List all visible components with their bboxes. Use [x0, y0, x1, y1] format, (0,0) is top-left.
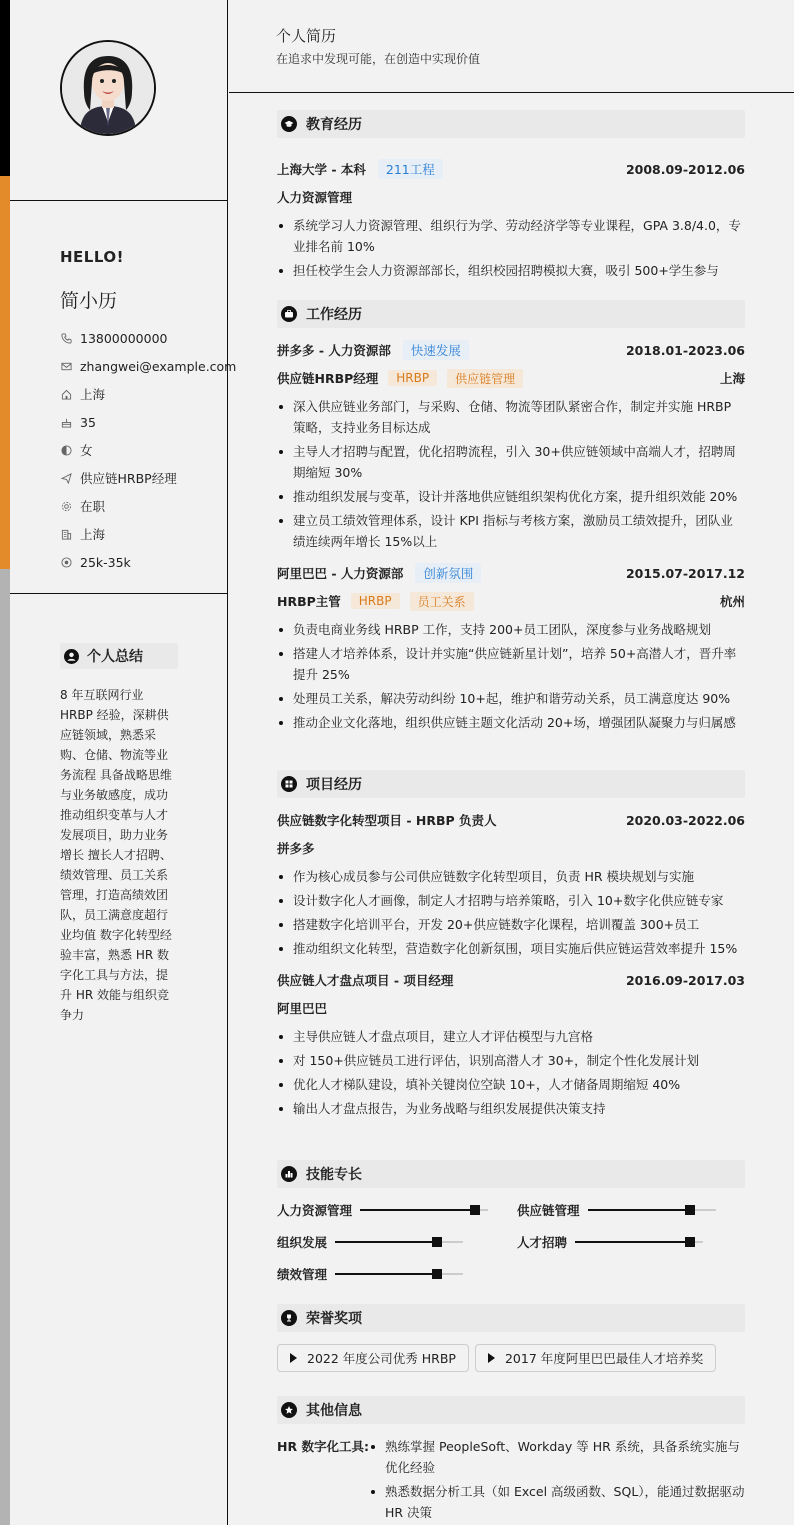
list-item: 搭建数字化培训平台，开发 20+供应链数字化课程，培训覆盖 300+员工: [277, 914, 745, 935]
education-section: [277, 110, 745, 300]
skill-fill: [360, 1209, 475, 1211]
skill-item: [277, 1264, 517, 1284]
strip-gray: [0, 569, 10, 1525]
other-label: HR 数字化工具:: [277, 1439, 369, 1454]
awards-list: [277, 1344, 745, 1372]
list-item: 建立员工绩效管理体系，设计 KPI 指标与考核方案，激励员工绩效提升，团队业绩连续两年增长 15%以上: [277, 510, 745, 552]
skill-label: 人才招聘: [517, 1235, 568, 1250]
education-date: 2008.09-2012.06: [625, 161, 745, 177]
avatar: [60, 40, 156, 136]
job-role-row: [277, 368, 745, 388]
info-text: 13800000000: [80, 330, 168, 346]
job-date: 2015.07-2017.12: [625, 565, 745, 581]
skill-label: 组织发展: [277, 1235, 328, 1250]
other-heading: [277, 1396, 745, 1424]
info-text: zhangwei@example.com: [80, 358, 237, 374]
project-header: [277, 970, 745, 990]
school-name: 上海大学 - 本科: [277, 162, 366, 177]
user-icon: [64, 649, 79, 664]
education-bullets: [277, 215, 745, 281]
gender-icon: [60, 444, 72, 456]
section-title: 工作经历: [306, 307, 362, 323]
company-tag: 快速发展: [403, 340, 469, 360]
work-section: [277, 300, 745, 770]
projects-heading: [277, 770, 745, 798]
home-icon: [60, 388, 72, 400]
award-label: 2017 年度阿里巴巴最佳人才培养奖: [504, 1351, 704, 1366]
info-status: [60, 492, 236, 520]
list-item: 系统学习人力资源管理、组织行为学、劳动经济学等专业课程，GPA 3.8/4.0，专业排名前 10%: [277, 215, 745, 257]
play-icon: [488, 1353, 495, 1363]
project-bullets: [277, 1026, 745, 1119]
strip-black: [0, 0, 10, 176]
briefcase-icon: [281, 306, 297, 322]
company-name: 拼多多 - 人力资源部: [277, 343, 391, 358]
skills-heading: [277, 1160, 745, 1188]
info-age: [60, 408, 236, 436]
skill-bar: [335, 1241, 463, 1243]
info-salary: [60, 548, 236, 576]
summary-heading: [60, 643, 178, 669]
list-item: 深入供应链业务部门，与采购、仓储、物流等团队紧密合作，制定并实施 HRBP 策略，支持业务目标达成: [277, 396, 745, 438]
cake-icon: [60, 416, 72, 428]
projects-section: [277, 770, 745, 1160]
skills-section: [277, 1160, 745, 1304]
skill-fill: [575, 1241, 690, 1243]
section-title: 技能专长: [306, 1167, 362, 1183]
project-date: 2020.03-2022.06: [625, 812, 745, 828]
other-row: [277, 1436, 745, 1525]
award-item: [475, 1344, 716, 1372]
grid-icon: [281, 776, 297, 792]
info-city: [60, 520, 236, 548]
list-item: 作为核心成员参与公司供应链数字化转型项目，负责 HR 模块规划与实施: [277, 866, 745, 887]
project-header: [277, 810, 745, 830]
info-phone: [60, 324, 236, 352]
summary-title: 个人总结: [87, 649, 143, 665]
company-tag: 创新氛围: [415, 563, 481, 583]
list-item: 主导供应链人才盘点项目，建立人才评估模型与九宫格: [277, 1026, 745, 1047]
skill-bar: [575, 1241, 703, 1243]
list-item: 对 150+供应链员工进行评估，识别高潜人才 30+，制定个性化发展计划: [277, 1050, 745, 1071]
awards-section: [277, 1304, 745, 1396]
skill-fill: [588, 1209, 690, 1211]
project-bullets: [277, 866, 745, 959]
project-entry: [277, 970, 745, 1119]
job-header: [277, 563, 745, 583]
skill-knob: [470, 1205, 480, 1215]
list-item: 推动组织发展与变革，设计并落地供应链组织架构优化方案，提升组织效能 20%: [277, 486, 745, 507]
strip-orange: [0, 176, 10, 569]
job-entry: [277, 340, 745, 552]
sidebar-divider: [10, 200, 228, 201]
section-title: 荣誉奖项: [306, 1311, 362, 1327]
color-strip: [0, 0, 10, 1525]
info-text: 25k-35k: [80, 554, 131, 570]
salary-icon: [60, 556, 72, 568]
main-content: [277, 110, 745, 1525]
skill-item: [277, 1232, 517, 1252]
list-item: 推动企业文化落地，组织供应链主题文化活动 20+场，增强团队凝聚力与归属感: [277, 712, 745, 733]
page-subtitle: 在追求中发现可能，在创造中实现价值: [276, 52, 481, 66]
skill-bar: [360, 1209, 488, 1211]
skill-item: [517, 1232, 745, 1252]
list-item: 优化人才梯队建设，填补关键岗位空缺 10+，人才储备周期缩短 40%: [277, 1074, 745, 1095]
work-heading: [277, 300, 745, 328]
skill-label: 人力资源管理: [277, 1203, 353, 1218]
building-icon: [60, 528, 72, 540]
bar-chart-icon: [281, 1166, 297, 1182]
info-text: 在职: [80, 499, 106, 514]
award-label: 2022 年度公司优秀 HRBP: [307, 1351, 456, 1366]
job-city: 杭州: [719, 594, 745, 609]
star-icon: [281, 1402, 297, 1418]
skill-fill: [335, 1241, 437, 1243]
skill-fill: [335, 1273, 437, 1275]
contact-info-list: [60, 324, 236, 576]
skill-item: [517, 1200, 745, 1220]
job-role: HRBP主管: [277, 594, 341, 609]
info-location: [60, 380, 236, 408]
info-email: [60, 352, 236, 380]
job-role-row: [277, 591, 745, 611]
hello-heading: HELLO!: [60, 248, 124, 266]
skill-label: 绩效管理: [277, 1267, 328, 1282]
gear-icon: [60, 500, 72, 512]
awards-heading: [277, 1304, 745, 1332]
education-heading: [277, 110, 745, 138]
role-tag: 员工关系: [410, 592, 474, 611]
role-tag: 供应链管理: [447, 369, 523, 388]
list-item: 担任校学生会人力资源部部长，组织校园招聘模拟大赛，吸引 500+学生参与: [277, 260, 745, 281]
list-item: 处理员工关系，解决劳动纠纷 10+起，维护和谐劳动关系，员工满意度达 90%: [277, 688, 745, 709]
trophy-icon: [281, 1310, 297, 1326]
phone-icon: [60, 332, 72, 344]
award-item: [277, 1344, 469, 1372]
list-item: 熟练掌握 PeopleSoft、Workday 等 HR 系统，具备系统实施与优化经验: [369, 1436, 745, 1478]
job-bullets: [277, 396, 745, 552]
list-item: 推动组织文化转型，营造数字化创新氛围，项目实施后供应链运营效率提升 15%: [277, 938, 745, 959]
project-org: 阿里巴巴: [277, 1001, 328, 1016]
plane-icon: [60, 472, 72, 484]
project-entry: [277, 810, 745, 959]
info-text: 35: [80, 414, 96, 430]
project-date: 2016.09-2017.03: [625, 972, 745, 988]
info-text: 上海: [80, 387, 106, 402]
skill-knob: [432, 1269, 442, 1279]
role-tag: HRBP: [388, 370, 437, 386]
skill-bar: [588, 1209, 716, 1211]
candidate-name: 简小历: [60, 290, 118, 312]
list-item: 熟悉数据分析工具（如 Excel 高级函数、SQL），能通过数据驱动 HR 决策: [369, 1481, 745, 1523]
summary-text: 8 年互联网行业 HRBP 经验，深耕供应链领域，熟悉采购、仓储、物流等业务流程 具备战略思维与业务敏感度，成功推动组织变革与人才发展项目，助力业务增长 擅长人才招聘、绩效管理、员工关系管理，打造高绩效团队，员工满意度超行业均值 数字化转型经验丰富，熟悉 HR 数字化工具与方法，提升 HR 效能与组织竞争力: [60, 688, 172, 1022]
list-item: 搭建人才培养体系，设计并实施“供应链新星计划”，培养 50+高潜人才，晋升率提升 25%: [277, 643, 745, 685]
info-text: 上海: [80, 527, 106, 542]
graduation-cap-icon: [281, 116, 297, 132]
skill-label: 供应链管理: [517, 1203, 580, 1218]
info-gender: [60, 436, 236, 464]
job-header: [277, 340, 745, 360]
section-title: 项目经历: [306, 777, 362, 793]
skill-knob: [685, 1205, 695, 1215]
mail-icon: [60, 360, 72, 372]
job-entry: [277, 563, 745, 733]
header: [229, 0, 794, 93]
list-item: 输出人才盘点报告，为业务战略与组织发展提供决策支持: [277, 1098, 745, 1119]
list-item: 设计数字化人才画像，制定人才招聘与培养策略，引入 10+数字化供应链专家: [277, 890, 745, 911]
skill-knob: [432, 1237, 442, 1247]
job-bullets: [277, 619, 745, 733]
education-major: 人力资源管理: [277, 190, 353, 205]
education-row: [277, 159, 745, 179]
section-title: 其他信息: [306, 1403, 362, 1419]
other-bullets: [369, 1436, 745, 1525]
project-name: 供应链数字化转型项目 - HRBP 负责人: [277, 813, 497, 828]
list-item: 主导人才招聘与配置，优化招聘流程，引入 30+供应链领域中高端人才，招聘周期缩短 30%: [277, 441, 745, 483]
list-item: 负责电商业务线 HRBP 工作，支持 200+员工团队，深度参与业务战略规划: [277, 619, 745, 640]
page-title: 个人简历: [276, 27, 337, 45]
project-name: 供应链人才盘点项目 - 项目经理: [277, 973, 454, 988]
skill-knob: [685, 1237, 695, 1247]
other-section: [277, 1396, 745, 1525]
sidebar: [10, 0, 237, 1525]
role-tag: HRBP: [351, 593, 400, 609]
info-position: [60, 464, 236, 492]
school-tag: 211工程: [378, 159, 443, 179]
job-date: 2018.01-2023.06: [625, 342, 745, 358]
job-role: 供应链HRBP经理: [277, 371, 379, 386]
company-name: 阿里巴巴 - 人力资源部: [277, 566, 404, 581]
info-text: 供应链HRBP经理: [80, 471, 177, 486]
skill-item: [277, 1200, 517, 1220]
section-title: 教育经历: [306, 117, 362, 133]
project-org: 拼多多: [277, 841, 315, 856]
skills-grid: [277, 1200, 745, 1284]
play-icon: [290, 1353, 297, 1363]
info-text: 女: [80, 443, 93, 458]
skill-bar: [335, 1273, 463, 1275]
sidebar-divider: [10, 593, 228, 594]
job-city: 上海: [719, 371, 745, 386]
